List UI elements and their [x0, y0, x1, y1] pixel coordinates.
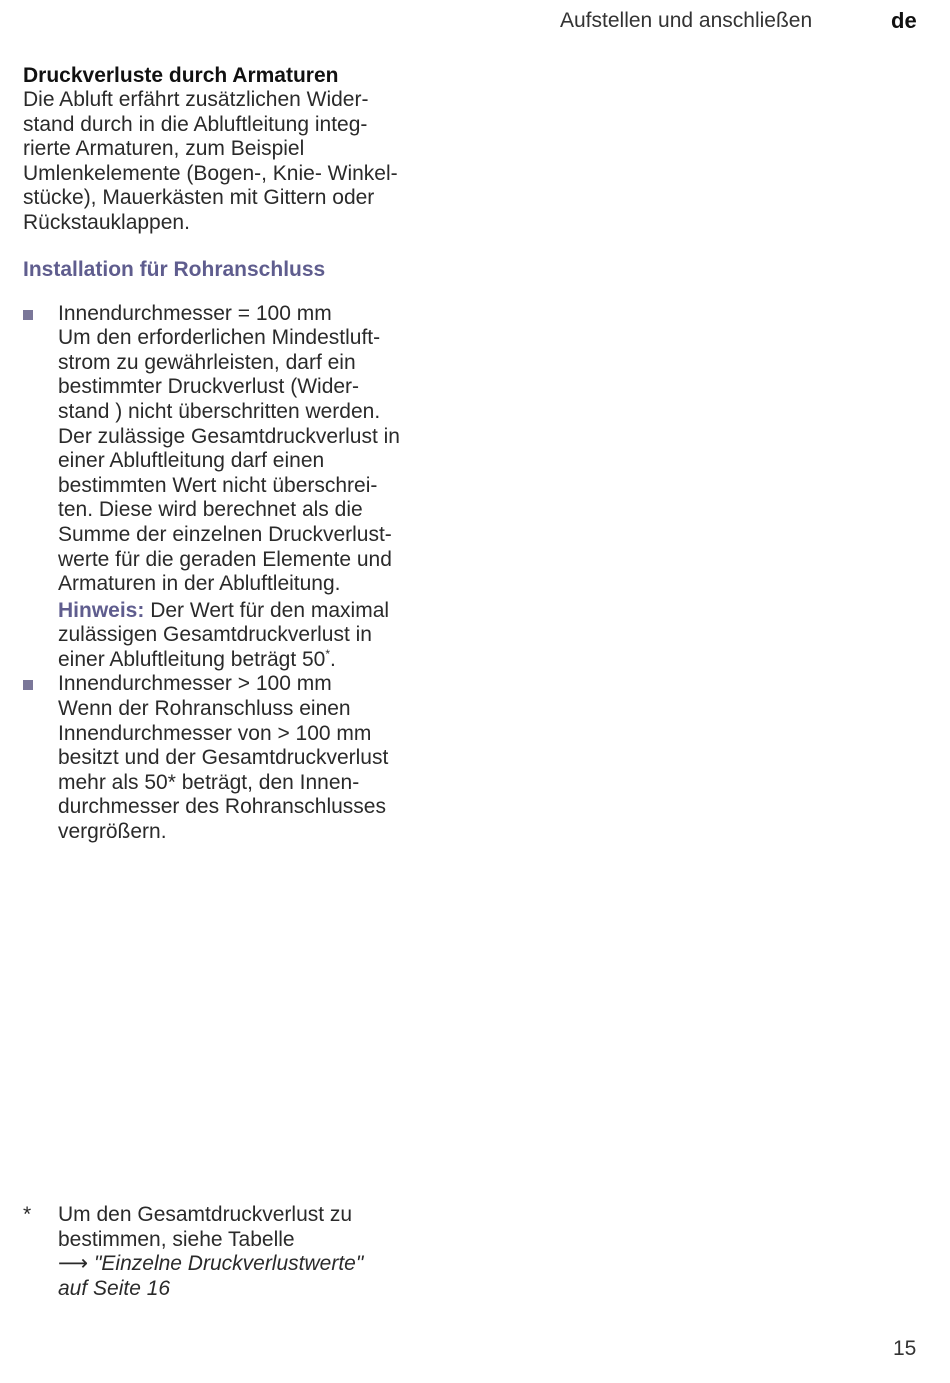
bullet-line: Summe der einzelnen Druckverlust- [58, 522, 392, 546]
list-item [23, 302, 463, 673]
installation-bullet-list [23, 302, 463, 845]
square-bullet-icon [23, 310, 33, 320]
arrow-right-icon: ⟶ [58, 1252, 89, 1276]
bullet-line: bestimmter Druckverlust (Wider- [58, 375, 360, 399]
bullet-line: ten. Diese wird berechnet als die [58, 498, 363, 522]
chapter-title: Aufstellen und anschließen [560, 9, 813, 32]
main-column [23, 64, 463, 845]
bullet-line: mehr als 50* beträgt, den Innen- [58, 770, 360, 794]
bullet-line: Wenn der Rohranschluss einen [58, 697, 351, 721]
bullet-line: Um den erforderlichen Mindestluft- [58, 326, 381, 350]
bullet-line: Armaturen in der Abluftleitung. [58, 572, 341, 596]
footnote [23, 1203, 463, 1301]
cross-reference-link[interactable] [58, 1252, 463, 1277]
bullet-line: Innendurchmesser von > 100 mm [58, 721, 372, 745]
cross-reference-title: "Einzelne Druckverlustwerte" [93, 1252, 364, 1276]
bullet-line: durchmesser des Rohranschlusses [58, 795, 386, 819]
paragraph-line: Umlenkelemente (Bogen-, Knie- Winkel- [23, 161, 398, 185]
bullet-line: besitzt und der Gesamtdruckverlust [58, 746, 389, 770]
bullet-line: bestimmten Wert nicht überschrei- [58, 473, 378, 497]
paragraph-line: rierte Armaturen, zum Beispiel [23, 137, 305, 161]
paragraph-line: Rückstauklappen. [23, 210, 190, 234]
hint-end: . [330, 647, 336, 671]
hint-line [58, 648, 463, 673]
language-code: de [891, 8, 917, 33]
bullet-line: werte für die geraden Elemente und [58, 547, 392, 571]
footnote-marker: * [23, 1203, 32, 1226]
square-bullet-icon [23, 680, 33, 690]
paragraph-line: Die Abluft erfährt zusätzlichen Wider- [23, 88, 369, 111]
paragraph-line: stand durch in die Abluftleitung integ- [23, 112, 368, 136]
footnote-marker: * [325, 646, 331, 661]
bullet-line: strom zu gewährleisten, darf ein [58, 350, 356, 374]
hint-text: Der Wert für den maximal [150, 598, 390, 622]
hint-text: einer Abluftleitung beträgt 50 [58, 647, 326, 671]
page-number: 15 [893, 1337, 917, 1360]
hint-line [58, 599, 463, 624]
hint-label: Hinweis: [58, 598, 145, 622]
section-heading-pressure-loss: Druckverluste durch Armaturen [23, 64, 339, 87]
bullet-line: Innendurchmesser > 100 mm [58, 672, 332, 696]
cross-reference-page[interactable]: auf Seite 16 [58, 1276, 171, 1300]
paragraph-line: stücke), Mauerkästen mit Gittern oder [23, 186, 375, 210]
footnote-line: bestimmen, siehe Tabelle [58, 1227, 295, 1251]
bullet-line: Innendurchmesser = 100 mm [58, 301, 332, 325]
bullet-line: stand ) nicht überschritten werden. [58, 399, 381, 423]
bullet-line: Der zulässige Gesamtdruckverlust in [58, 424, 400, 448]
hint-line: zulässigen Gesamtdruckverlust in [58, 623, 372, 647]
section-heading-installation: Installation für Rohranschluss [23, 257, 326, 281]
bullet-line: vergrößern. [58, 820, 167, 844]
pressure-loss-paragraph [23, 88, 463, 236]
page-header [0, 6, 950, 36]
footnote-line: Um den Gesamtdruckverlust zu [58, 1203, 353, 1226]
bullet-line: einer Abluftleitung darf einen [58, 449, 325, 473]
footnote-body [23, 1203, 463, 1301]
list-item [23, 672, 463, 844]
